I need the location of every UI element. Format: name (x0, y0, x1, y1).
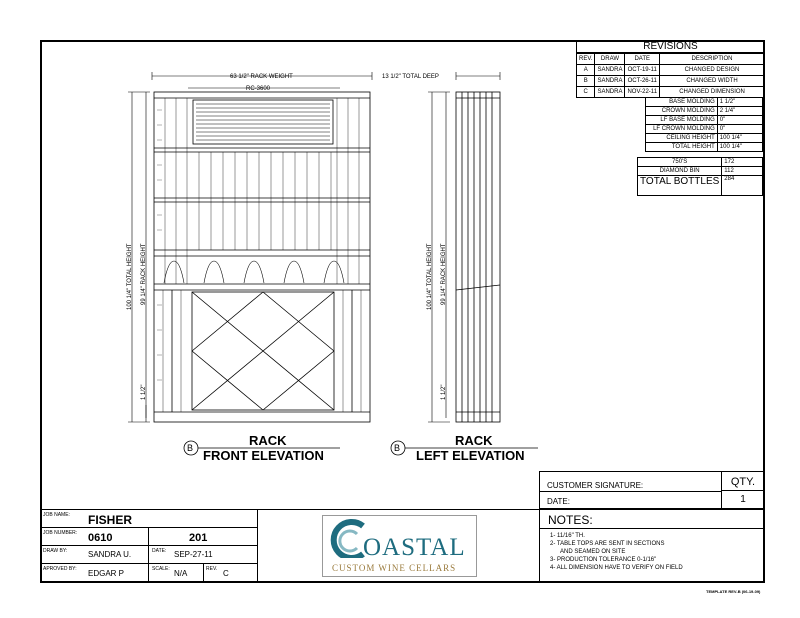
side-total-height-dim: 100 1/4" TOTAL HEIGHT (427, 243, 433, 310)
side-rack (456, 92, 500, 422)
molding-spec-table (645, 97, 763, 152)
signature-date-label: DATE: (547, 497, 570, 506)
revisions-table: REV. DRAW DATE DESCRIPTION A SANDRA OCT-19-11 CHANGED DESIGN B SANDRA OCT-26-11 CHANGED WIDTH C SANDRA NOV-22-11 CHANGED DIMENSION (576, 53, 765, 98)
logo-panel (257, 509, 540, 583)
approved-field: APROVED BY: EDGAR P SCALE: N/A REV. C (40, 563, 258, 583)
customer-signature-box[interactable] (539, 471, 722, 509)
wave-icon (327, 518, 367, 558)
revisions-panel (576, 40, 765, 98)
front-total-height-dim: 100 1/4" TOTAL HEIGHT (127, 243, 133, 310)
front-columns (163, 98, 361, 412)
job-name: FISHER (88, 513, 133, 527)
notes-title: NOTES: (548, 513, 593, 527)
front-caption (184, 433, 340, 463)
front-model-label: RC-3600 (246, 86, 271, 92)
revision-row: A SANDRA OCT-19-11 CHANGED DESIGN (577, 65, 765, 76)
job-name-field: JOB NAME: FISHER (40, 509, 258, 528)
spec-row: TOTAL HEIGHT 100 1/4" (646, 143, 763, 152)
draw-by: SANDRA U. (88, 550, 132, 559)
logo-word: OASTAL (363, 534, 466, 561)
bottle-count-table (637, 157, 763, 196)
note-item: 4- ALL DIMENSION HAVE TO VERIFY ON FIELD (550, 565, 683, 571)
svg-text:FRONT ELEVATION: FRONT ELEVATION (203, 448, 324, 463)
note-item: 2- TABLE TOPS ARE SENT IN SECTIONS (550, 541, 665, 547)
svg-text:B: B (394, 443, 401, 453)
logo-tagline: CUSTOM WINE CELLARS (332, 563, 457, 573)
customer-signature-label: CUSTOMER SIGNATURE: (547, 481, 644, 490)
revisions-title: REVISIONS (576, 40, 765, 53)
note-item: AND SEAMED ON SITE (560, 549, 626, 555)
revision-row: B SANDRA OCT-26-11 CHANGED WIDTH (577, 76, 765, 87)
front-rack-height-dim: 99 1/4" RACK HEIGHT (141, 243, 147, 305)
svg-text:RACK: RACK (455, 433, 493, 448)
scale: N/A (174, 569, 188, 578)
front-rack (154, 92, 370, 422)
qty-label: QTY. (730, 476, 756, 488)
qty-box (721, 471, 765, 509)
revision-row: C SANDRA NOV-22-11 CHANGED DIMENSION (577, 87, 765, 98)
front-width-dim: 63 1/2" RACK WEIGHT (230, 74, 293, 80)
display-bottle-row (164, 261, 344, 283)
spec-row: CROWN MOLDING 2 1/4" (646, 107, 763, 116)
qty-value: 1 (740, 494, 746, 505)
spec-row: BASE MOLDING 1 1/2" (646, 98, 763, 107)
front-bottle-slots (157, 110, 162, 380)
drawing-date: SEP-27-11 (174, 550, 213, 559)
svg-text:B: B (187, 443, 194, 453)
job-number-field: JOB NUMBER: 0610 201 (40, 527, 258, 546)
template-reference: TEMPLATE REV-B (06-19-09) (706, 589, 761, 594)
side-caption (391, 433, 538, 463)
draw-by-field: DRAW BY: SANDRA U. DATE: SEP-27-11 (40, 545, 258, 564)
notes-list (550, 532, 683, 572)
coastal-logo (322, 515, 477, 577)
bottle-row: DIAMOND BIN 112 (638, 167, 763, 176)
side-base-dim: 1 1/2" (441, 384, 447, 400)
total-bottles-row: TOTAL BOTTLES 284 (638, 176, 763, 196)
note-item: 1- 11/16" TH. (550, 533, 585, 539)
front-base-dim: 1 1/2" (141, 384, 147, 400)
svg-text:RACK: RACK (249, 433, 287, 448)
svg-text:LEFT ELEVATION: LEFT ELEVATION (416, 448, 525, 463)
note-item: 3- PRODUCTION TOLERANCE 0-1/16" (550, 557, 657, 563)
spec-row: LF CROWN MOLDING 0" (646, 125, 763, 134)
job-number: 0610 (88, 532, 113, 544)
revision: C (223, 569, 229, 578)
side-depth-dim: 13 1/2" TOTAL DEEP (382, 74, 439, 80)
notes-panel (539, 509, 765, 583)
approved-by: EDGAR P (88, 569, 125, 578)
bottle-row: 750'S 172 (638, 158, 763, 167)
spec-row: LF BASE MOLDING 0" (646, 116, 763, 125)
spec-row: CEILING HEIGHT 100 1/4" (646, 134, 763, 143)
side-rack-height-dim: 99 1/4" RACK HEIGHT (441, 243, 447, 305)
front-grille (196, 104, 330, 140)
job-code: 201 (189, 532, 208, 544)
